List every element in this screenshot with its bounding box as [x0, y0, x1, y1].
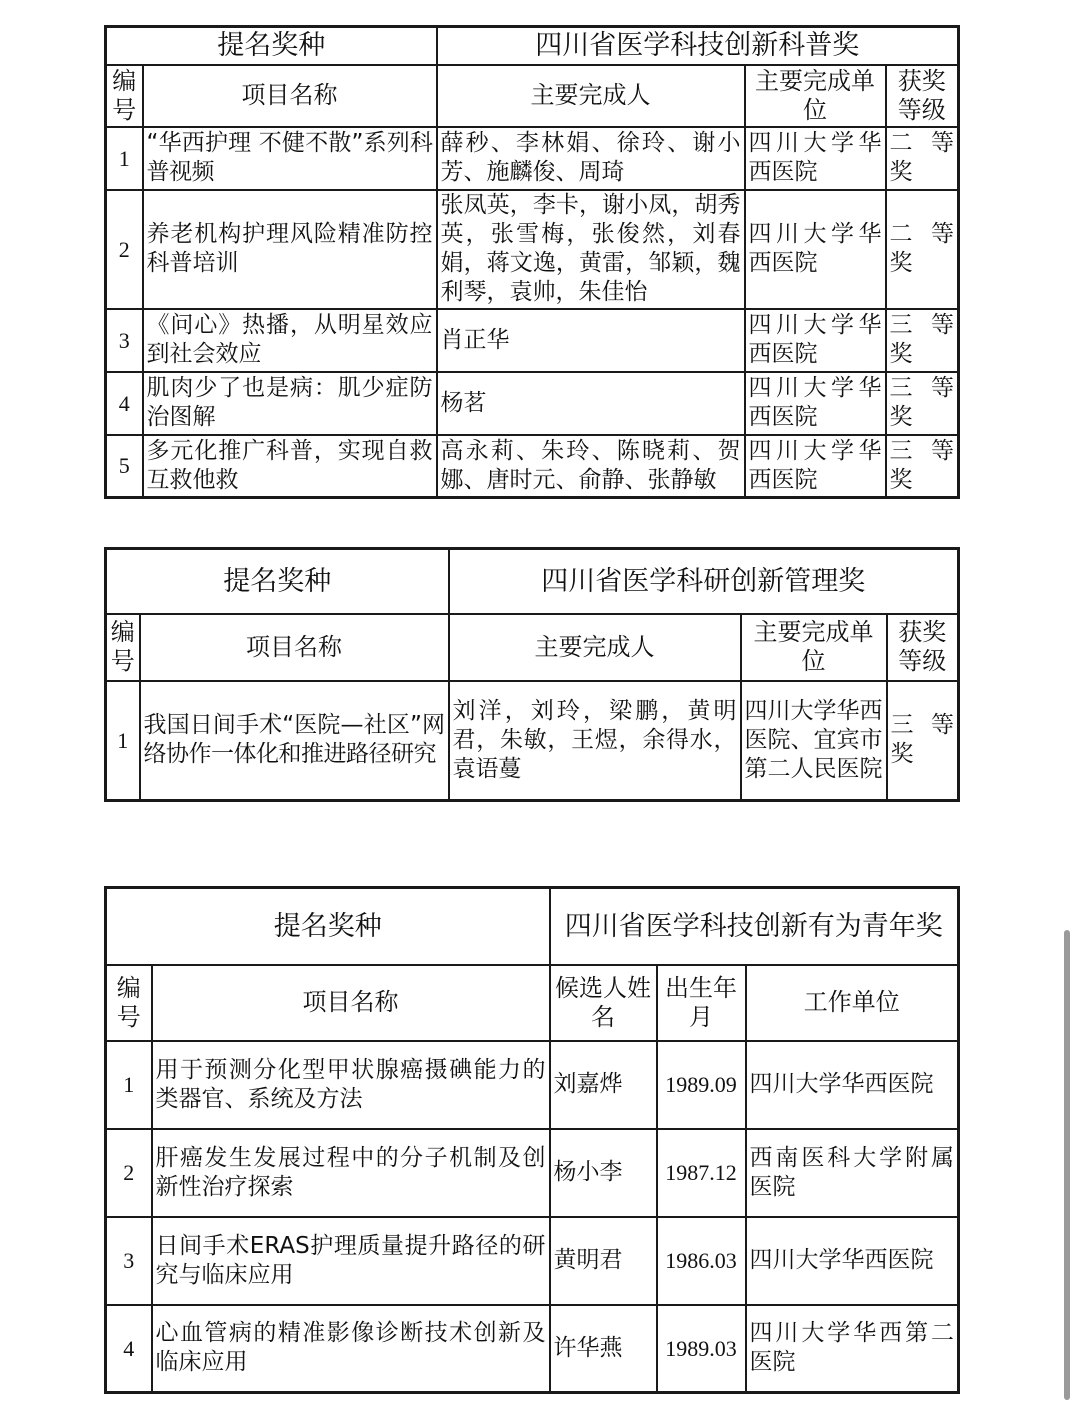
- row-no: 1: [106, 1041, 152, 1129]
- award-name: 四川省医学科技创新科普奖: [437, 27, 959, 65]
- row-no: 3: [106, 1217, 152, 1305]
- row-project: 多元化推广科普，实现自救互救他救: [143, 435, 437, 498]
- table-row: [106, 435, 959, 498]
- row-workplace: 西南医科大学附属医院: [746, 1129, 959, 1217]
- row-workplace: 四川大学华西第二医院: [746, 1305, 959, 1393]
- row-no: 1: [106, 127, 143, 190]
- col-header-unit: 主要完成单位: [745, 65, 886, 127]
- col-header-candidate: 候选人姓名: [550, 965, 657, 1041]
- row-people: 肖正华: [437, 309, 745, 372]
- row-project: 肝癌发生发展过程中的分子机制及创新性治疗探索: [152, 1129, 550, 1217]
- award-table-science-popularization: [104, 25, 960, 499]
- col-header-no: 编号: [106, 65, 143, 127]
- row-birth: 1987.12: [657, 1129, 746, 1217]
- row-project: 养老机构护理风险精准防控科普培训: [143, 190, 437, 309]
- table-row: [106, 681, 959, 801]
- table-row: [106, 309, 959, 372]
- col-header-unit: 主要完成单位: [741, 614, 887, 681]
- award-name: 四川省医学科研创新管理奖: [449, 549, 959, 614]
- table-row: [106, 372, 959, 435]
- row-project: 用于预测分化型甲状腺癌摄碘能力的类器官、系统及方法: [152, 1041, 550, 1129]
- row-level: 三 等奖: [887, 681, 959, 801]
- col-header-level: 获奖等级: [887, 614, 959, 681]
- row-project: “华西护理 不健不散”系列科普视频: [143, 127, 437, 190]
- row-unit: 四川大学华西医院、宜宾市第二人民医院: [741, 681, 887, 801]
- award-name: 四川省医学科技创新有为青年奖: [550, 888, 959, 965]
- vertical-scrollbar[interactable]: [1064, 930, 1070, 1400]
- row-workplace: 四川大学华西医院: [746, 1217, 959, 1305]
- table-row: [106, 190, 959, 309]
- row-unit: 四川大学华西医院: [745, 372, 886, 435]
- award-table-research-management: [104, 547, 960, 802]
- col-header-no: 编号: [106, 614, 140, 681]
- row-level: 二 等奖: [886, 190, 959, 309]
- row-no: 4: [106, 372, 143, 435]
- table-row: [106, 127, 959, 190]
- col-header-level: 获奖等级: [886, 65, 959, 127]
- table-row: [106, 1217, 959, 1305]
- row-birth: 1989.03: [657, 1305, 746, 1393]
- row-no: 5: [106, 435, 143, 498]
- row-candidate: 许华燕: [550, 1305, 657, 1393]
- row-candidate: 刘嘉烨: [550, 1041, 657, 1129]
- row-people: 杨茗: [437, 372, 745, 435]
- col-header-no: 编号: [106, 965, 152, 1041]
- row-project: 肌肉少了也是病：肌少症防治图解: [143, 372, 437, 435]
- nominate-label: 提名奖种: [106, 888, 550, 965]
- row-level: 三 等奖: [886, 372, 959, 435]
- award-table-young-talent: [104, 886, 960, 1394]
- row-no: 2: [106, 190, 143, 309]
- nominate-label: 提名奖种: [106, 27, 437, 65]
- row-no: 3: [106, 309, 143, 372]
- col-header-people: 主要完成人: [449, 614, 741, 681]
- col-header-project: 项目名称: [152, 965, 550, 1041]
- row-no: 4: [106, 1305, 152, 1393]
- row-project: 我国日间手术“医院—社区”网络协作一体化和推进路径研究: [140, 681, 449, 801]
- row-people: 薛秒、李林娟、徐玲、谢小芳、施麟俊、周琦: [437, 127, 745, 190]
- col-header-people: 主要完成人: [437, 65, 745, 127]
- row-level: 二 等奖: [886, 127, 959, 190]
- row-birth: 1986.03: [657, 1217, 746, 1305]
- table-row: [106, 1305, 959, 1393]
- col-header-project: 项目名称: [143, 65, 437, 127]
- table-row: [106, 1129, 959, 1217]
- row-unit: 四川大学华西医院: [745, 190, 886, 309]
- row-level: 三 等奖: [886, 435, 959, 498]
- row-level: 三 等奖: [886, 309, 959, 372]
- row-unit: 四川大学华西医院: [745, 435, 886, 498]
- row-project: 心血管病的精准影像诊断技术创新及临床应用: [152, 1305, 550, 1393]
- row-unit: 四川大学华西医院: [745, 127, 886, 190]
- row-project: 《问心》热播，从明星效应到社会效应: [143, 309, 437, 372]
- row-project: 日间手术ERAS护理质量提升路径的研究与临床应用: [152, 1217, 550, 1305]
- row-workplace: 四川大学华西医院: [746, 1041, 959, 1129]
- row-candidate: 黄明君: [550, 1217, 657, 1305]
- col-header-project: 项目名称: [140, 614, 449, 681]
- table-row: [106, 1041, 959, 1129]
- row-no: 1: [106, 681, 140, 801]
- col-header-workplace: 工作单位: [746, 965, 959, 1041]
- row-birth: 1989.09: [657, 1041, 746, 1129]
- row-people: 高永莉、朱玲、陈晓莉、贺娜、唐时元、俞静、张静敏: [437, 435, 745, 498]
- row-people: 刘洋，刘玲，梁鹏，黄明君，朱敏，王煜，余得水，袁语蔓: [449, 681, 741, 801]
- row-people: 张凤英，李卡，谢小凤，胡秀英，张雪梅，张俊然，刘春娟，蒋文逸，黄雷，邹颖，魏利琴，袁帅，朱佳怡: [437, 190, 745, 309]
- row-no: 2: [106, 1129, 152, 1217]
- col-header-birth: 出生年月: [657, 965, 746, 1041]
- row-unit: 四川大学华西医院: [745, 309, 886, 372]
- row-candidate: 杨小李: [550, 1129, 657, 1217]
- nominate-label: 提名奖种: [106, 549, 449, 614]
